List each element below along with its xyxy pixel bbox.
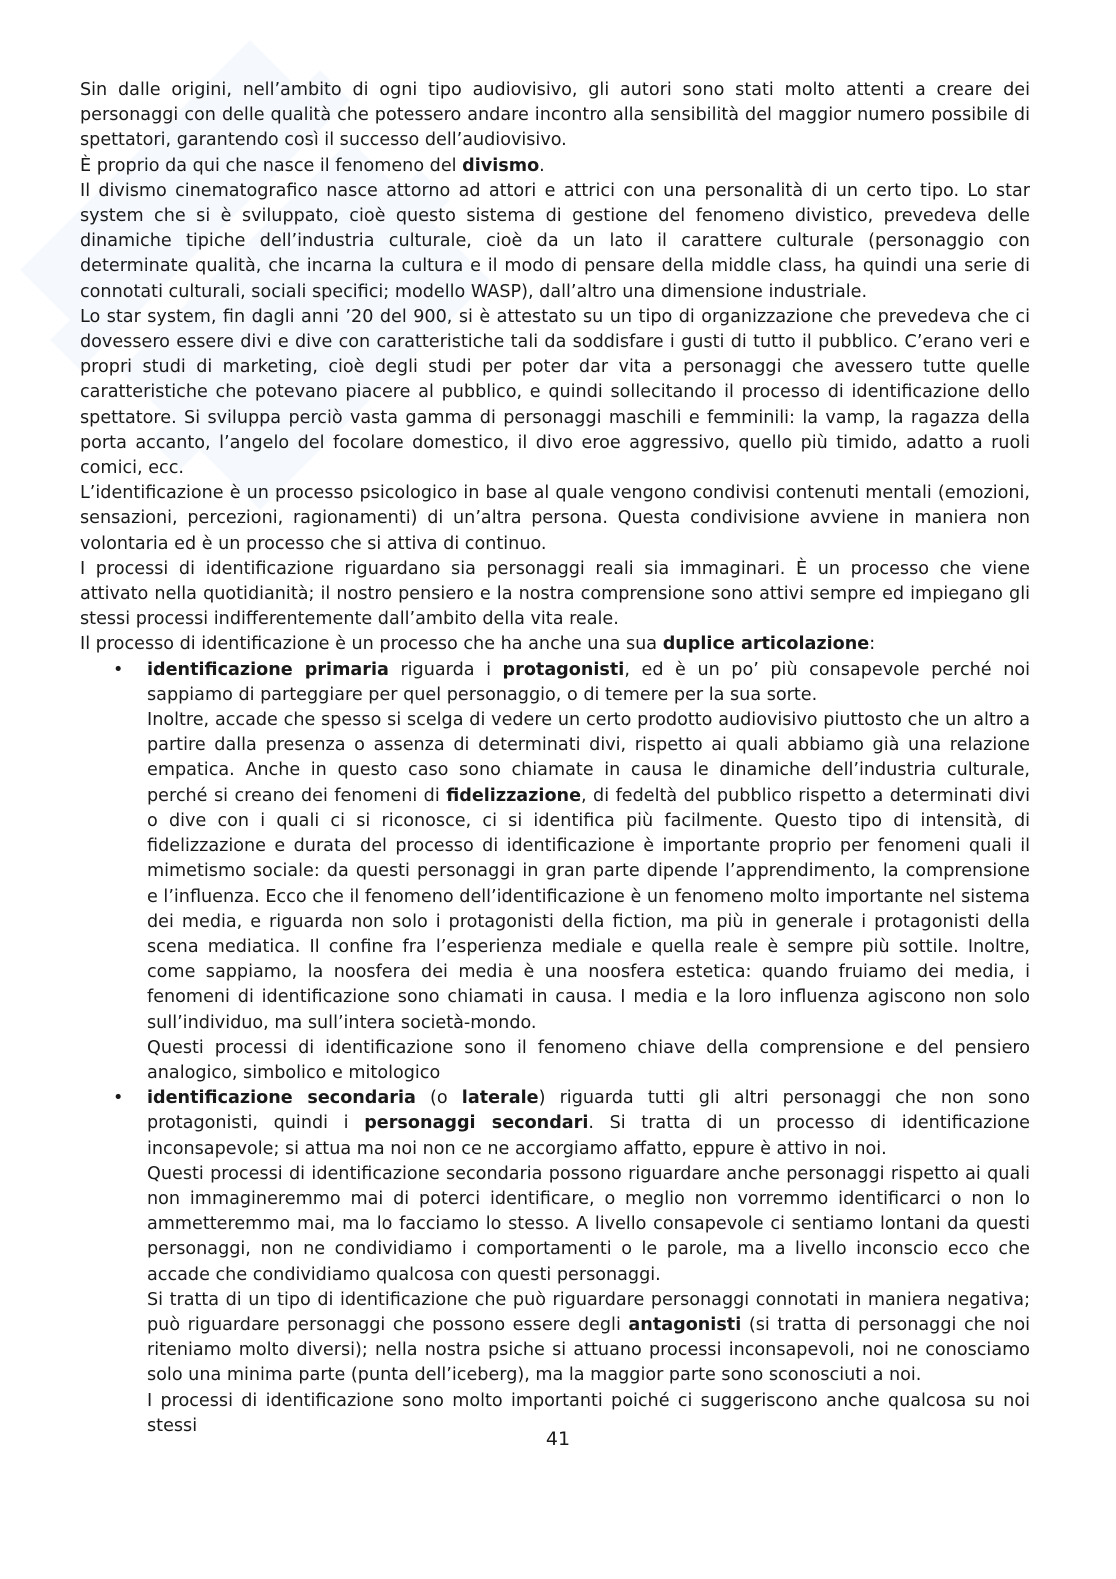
page-number: 41 [545,1428,571,1450]
paragraph-divismo-cinematografico: Il divismo cinematografico nasce attorno ad attori e attrici con una personalità di un certo tipo. Lo star system che si è sviluppato, cioè questo sistema di gestione del fenomeno divistico, prevedeva delle dinamiche tipiche dell’industria culturale, cioè da un lato il carattere culturale (personaggio con determinate qualità, che incarna la cultura e il modo di pensare della middle class, ha quindi una serie di connotati culturali, sociali specifici; modello WASP), dall’altro una dimensione industriale. [80,180,1030,302]
document-body [80,78,1030,1439]
paragraph-duplice-articolazione: Il processo di identificazione è un processo che ha anche una sua duplice articolazione: [80,634,876,655]
paragraph-origins: Sin dalle origini, nell’ambito di ogni tipo audiovisivo, gli autori sono stati molto attenti a creare dei personaggi con delle qualità che potessero andare incontro alla sensibilità del maggior numero possibile di spettatori, garantendo così il successo dell’audiovisivo. [80,80,1030,151]
list-item-identificazione-secondaria: • identificazione secondaria (o laterale) riguarda tutti gli altri personaggi che non sono protagonisti, quindi i personaggi secondari. Si tratta di un processo di identificazione inconsapevole; si attua ma noi non ce ne accorgiamo affatto, eppure è attivo in noi. Questi processi di identificazione secondaria possono riguardare anche personaggi rispetto ai quali non immagineremmo mai di poterci identificare, o meglio non vorremmo identificarci o non lo ammetteremmo mai, ma lo facciamo lo stesso. A livello consapevole ci sentiamo lontani da questi personaggi, non ne condividiamo i comportamenti o le parole, ma a livello inconscio ecco che accade che condividiamo qualcosa con questi personaggi. Si tratta di un tipo di identificazione che può riguardare personaggi connotati in maniera negativa; può riguardare personaggi che possono essere degli antagonisti (si tratta di personaggi che noi riteniamo molto diversi); nella nostra psiche si attuano processi inconsapevoli, noi ne conosciamo solo una minima parte (punta dell’iceberg), ma la maggior parte sono sconosciuti a noi. I processi di identificazione sono molto importanti poiché ci suggeriscono anche qualcosa su noi stessi [113,1088,1030,1436]
list-item-identificazione-primaria: • identificazione primaria riguarda i protagonisti, ed è un po’ più consapevole perché noi sappiamo di parteggiare per quel personaggio, o di temere per la sua sorte. Inoltre, accade che spesso si scelga di vedere un certo prodotto audiovisivo piuttosto che un altro a partire dalla presenza o assenza di determinati divi, rispetto ai quali abbiamo già una relazione empatica. Anche in questo caso sono chiamate in causa le dinamiche dell’industria culturale, perché si creano dei fenomeni di fidelizzazione, di fedeltà del pubblico rispetto a determinati divi o dive con i quali ci si riconosce, ci si identifica più facilmente. Questo tipo di intensità, di fidelizzazione e durata del processo di identificazione è importante proprio per fenomeni quali il mimetismo sociale: da questi personaggi in gran parte dipende l’apprendimento, la comprensione e l’influenza. Ecco che il fenomeno dell’identificazione è un fenomeno molto importante nel sistema dei media, e riguarda non solo i protagonisti della fiction, ma più in generale i protagonisti della scena mediatica. Il confine fra l’esperienza mediale e quella reale è sempre più sottile. Inoltre, come sappiamo, la noosfera dei media è una noosfera estetica: quando fruiamo dei media, i fenomeni di identificazione sono chiamati in causa. I media e la loro influenza agiscono non solo sull’individuo, ma sull’intera società-mondo. Questi processi di identificazione sono il fenomeno chiave della comprensione e del pensiero analogico, simbolico e mitologico [113,659,1030,1083]
paragraph-identificazione-definizione: L’identificazione è un processo psicologico in base al quale vengono condivisi contenuti mentali (emozioni, sensazioni, percezioni, ragionamenti) di un’altra persona. Questa condivisione avviene in maniera non volontaria ed è un processo che si attiva di continuo. [80,483,1030,554]
bullet-list [80,658,1030,1439]
bullet-icon: • [113,1088,124,1109]
paragraph-processi-identificazione: I processi di identificazione riguardano sia personaggi reali sia immaginari. È un processo che viene attivato nella quotidianità; il nostro pensiero e la nostra comprensione sono attivi sempre ed impiegano gli stessi processi indifferentemente dall’ambito della vita reale. [80,558,1030,630]
bullet-icon: • [113,659,124,680]
paragraph-divismo: È proprio da qui che nasce il fenomeno del divismo. [80,155,545,176]
paragraph-star-system: Lo star system, fin dagli anni ’20 del 900, si è attestato su un tipo di organizzazione che prevedeva che ci dovessero essere divi e dive con caratteristiche tali da soddisfare i gusti di tutto il pubblico. C’erano veri e propri studi di marketing, cioè degli studi per poter dar vita a personaggi che avessero tutte quelle caratteristiche che potevano piacere al pubblico, e quindi sollecitando il processo di identificazione dello spettatore. Si sviluppa perciò vasta gamma di personaggi maschili e femminili: la vamp, la ragazza della porta accanto, l’angelo del focolare domestico, il divo eroe aggressivo, quello più timido, adatto a ruoli comici, ecc. [80,306,1030,479]
